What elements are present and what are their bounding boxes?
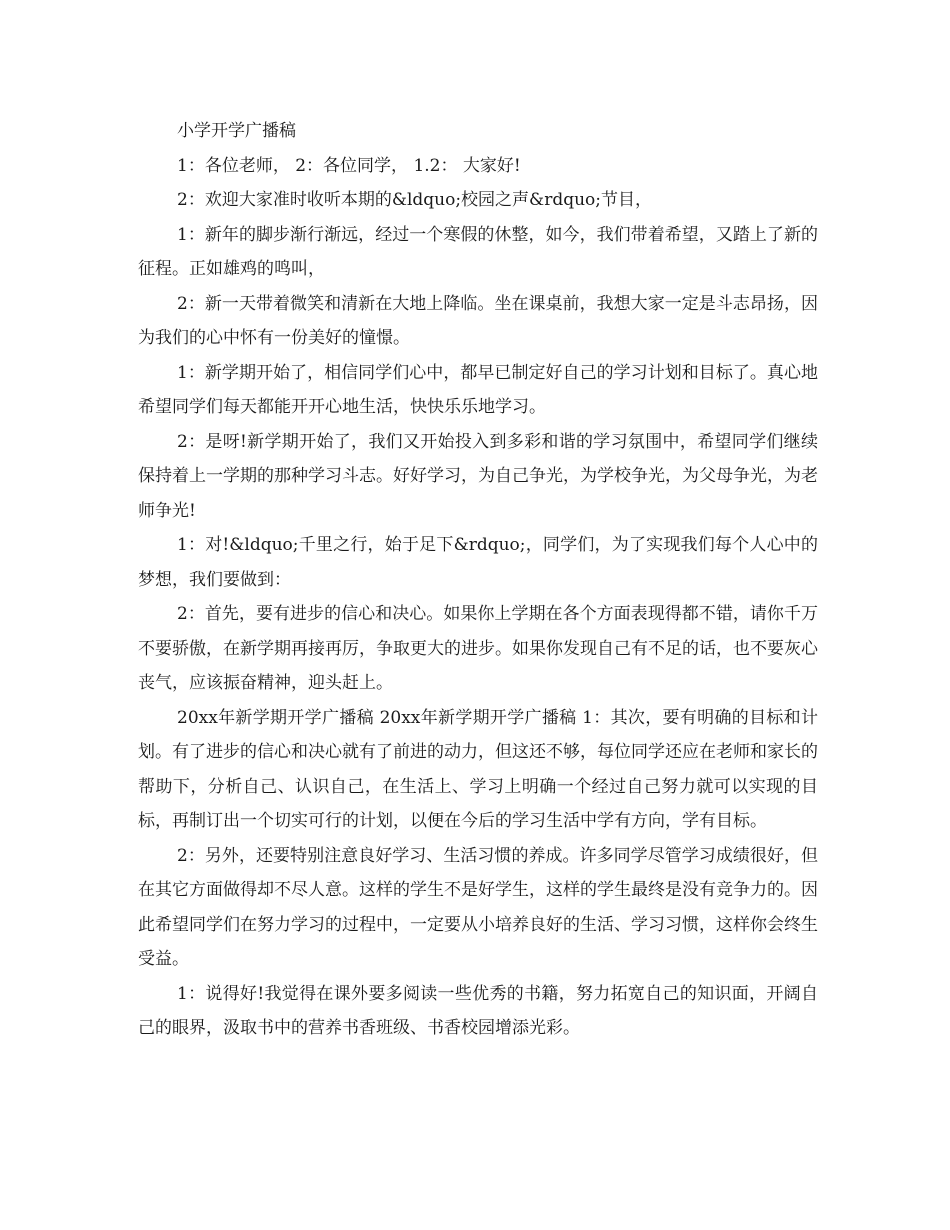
- paragraph: 20xx年新学期开学广播稿 20xx年新学期开学广播稿 1：其次，要有明确的目标和计划。有了进步的信心和决心就有了前进的动力，但这还不够，每位同学还应在老师和家长的帮助下，分析自己、认识自己，在生活上、学习上明确一个经过自己努力就可以实现的目标，再制订出一个切实可行的计划，以便在今后的学习生活中学有方向，学有目标。: [138, 707, 818, 831]
- paragraph: 2：首先，要有进步的信心和决心。如果你上学期在各个方面表现得都不错，请你千万不要骄傲，在新学期再接再厉，争取更大的进步。如果你发现自己有不足的话，也不要灰心丧气，应该振奋精神，迎头赶上。: [138, 604, 818, 693]
- paragraph: 2：另外，还要特别注意良好学习、生活习惯的养成。许多同学尽管学习成绩很好，但在其它方面做得却不尽人意。这样的学生不是好学生，这样的学生最终是没有竞争力的。因此希望同学们在努力学习的过程中，一定要从小培养良好的生活、学习习惯，这样你会终生受益。: [138, 845, 818, 969]
- paragraph: 1：新年的脚步渐行渐远，经过一个寒假的休整，如今，我们带着希望，又踏上了新的征程。正如雄鸡的鸣叫，: [138, 224, 818, 279]
- paragraph: 2：欢迎大家准时收听本期的&ldquo;校园之声&rdquo;节目，: [177, 190, 652, 210]
- paragraph: 1：说得好!我觉得在课外要多阅读一些优秀的书籍，努力拓宽自己的知识面，开阔自己的眼界，汲取书中的营养书香班级、书香校园增添光彩。: [138, 983, 818, 1038]
- paragraph: 1：新学期开始了，相信同学们心中，都早已制定好自己的学习计划和目标了。真心地希望同学们每天都能开开心地生活，快快乐乐地学习。: [138, 362, 818, 417]
- document-title: 小学开学广播稿: [177, 121, 296, 141]
- paragraph: 1：对!&ldquo;千里之行，始于足下&rdquo;，同学们，为了实现我们每个人心中的梦想，我们要做到：: [138, 535, 818, 590]
- paragraph: 2：是呀!新学期开始了，我们又开始投入到多彩和谐的学习氛围中，希望同学们继续保持着上一学期的那种学习斗志。好好学习，为自己争光，为学校争光，为父母争光，为老师争光!: [138, 431, 818, 521]
- paragraph: 2：新一天带着微笑和清新在大地上降临。坐在课桌前，我想大家一定是斗志昂扬，因为我们的心中怀有一份美好的憧憬。: [138, 293, 818, 348]
- paragraph: 1：各位老师， 2：各位同学， 1.2： 大家好!: [177, 155, 521, 176]
- document-body: [138, 114, 818, 1046]
